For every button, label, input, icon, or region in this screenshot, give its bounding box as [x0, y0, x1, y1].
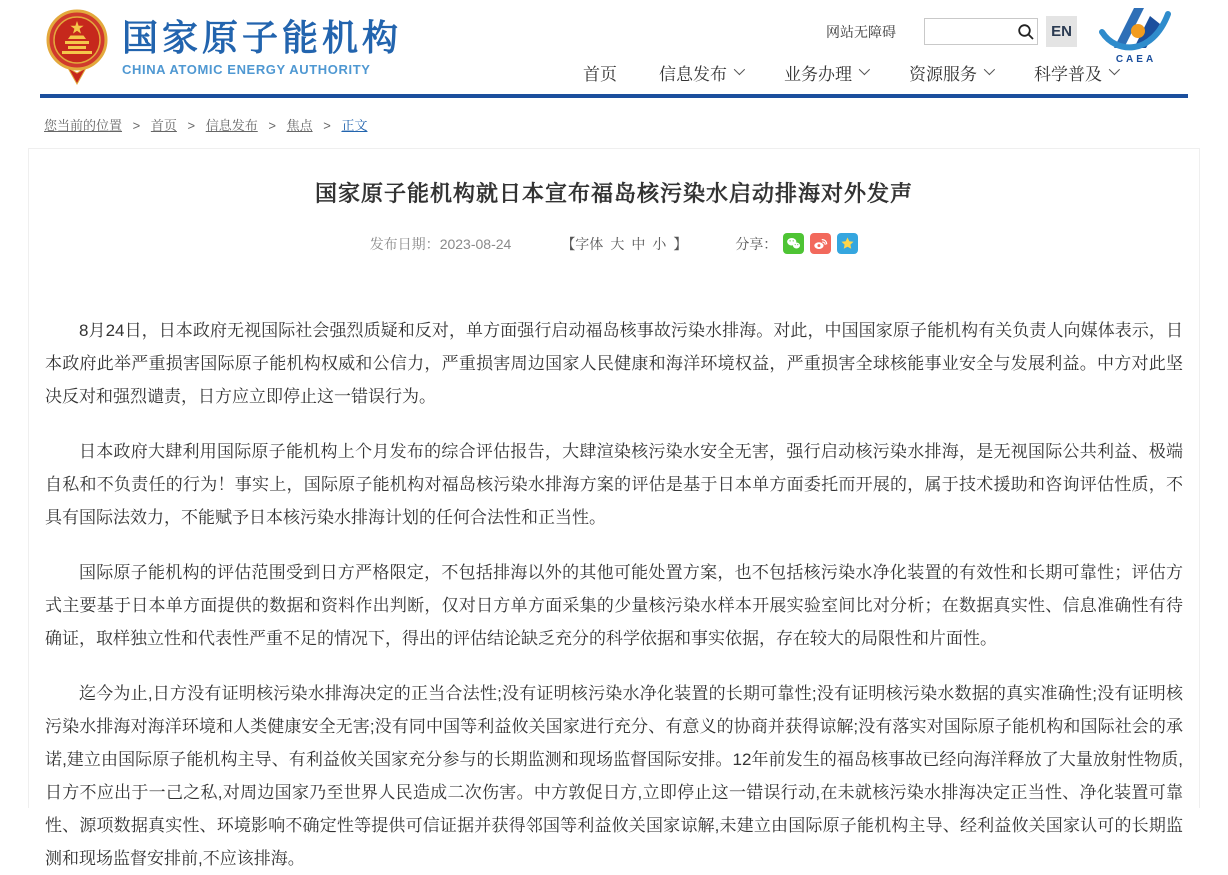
article-paragraph: 日本政府大肆利用国际原子能机构上个月发布的综合评估报告，大肆渲染核污染水安全无害，强行启动核污染水排海，是无视国际公共利益、极端自私和不负责任的行为！事实上，国际原子能机构对福岛核污染水排海方案的评估是基于日本单方面委托而开展的，属于技术援助和咨询评估性质，不具有国际法效力，不能赋予日本核污染水排海计划的任何合法性和正当性。: [45, 442, 1183, 527]
breadcrumb-prefix: 您当前的位置: [44, 118, 123, 133]
nav-item-info-release[interactable]: [659, 60, 742, 85]
font-size-small-button[interactable]: 小: [652, 235, 667, 252]
header-divider-bar: [40, 94, 1188, 98]
article-meta: [43, 233, 1185, 254]
nav-item-resources[interactable]: [909, 60, 992, 85]
article-paragraph: 国际原子能机构的评估范围受到日方严格限定，不包括排海以外的其他可能处置方案，也不包括核污染水净化装置的有效性和长期可靠性；评估方式主要基于日本单方面提供的数据和资料作出判断，仅对日方单方面采集的少量核污染水样本开展实验室间比对分析；在数据真实性、信息准确性有待确证，取样独立性和代表性严重不足的情况下，得出的评估结论缺乏充分的科学依据和事实依据，存在较大的局限性和片面性。: [45, 563, 1183, 648]
breadcrumb-separator: >: [187, 118, 196, 133]
breadcrumb: [44, 115, 1228, 134]
publish-date-label: 发布日期：: [369, 235, 440, 252]
font-size-close: 】: [673, 235, 688, 252]
nav-label: 信息发布: [659, 65, 727, 84]
nav-label: 业务办理: [784, 65, 852, 84]
english-version-button[interactable]: EN: [1046, 16, 1077, 47]
share-qzone-icon[interactable]: [837, 233, 858, 254]
publish-date-value: 2023-08-24: [439, 235, 512, 252]
chevron-down-icon: [984, 64, 995, 75]
site-title-en: CHINA ATOMIC ENERGY AUTHORITY: [122, 61, 371, 77]
page-title: 国家原子能机构就日本宣布福岛核污染水启动排海对外发声: [314, 181, 913, 206]
font-size-control: [561, 234, 687, 254]
nav-label: 资源服务: [909, 65, 977, 84]
breadcrumb-info-release[interactable]: 信息发布: [205, 118, 258, 133]
font-size-open: 【字体: [561, 235, 604, 252]
main-nav: [583, 60, 1117, 85]
nav-item-business[interactable]: [784, 60, 867, 85]
national-emblem-icon: [46, 8, 108, 86]
share-bar: [735, 233, 858, 254]
share-label: 分享：: [735, 235, 778, 252]
font-size-medium-button[interactable]: 中: [631, 235, 646, 252]
nav-item-science[interactable]: [1034, 60, 1117, 85]
chevron-down-icon: [734, 64, 745, 75]
share-weibo-icon[interactable]: [810, 233, 831, 254]
search-icon[interactable]: [1015, 21, 1037, 43]
nav-label: 科学普及: [1034, 65, 1102, 84]
publish-date: [370, 234, 512, 254]
article-container: [28, 148, 1200, 868]
chevron-down-icon: [859, 64, 870, 75]
font-size-large-button[interactable]: 大: [610, 235, 625, 252]
search-input[interactable]: [929, 21, 1015, 42]
breadcrumb-separator: >: [132, 118, 141, 133]
breadcrumb-separator: >: [268, 118, 276, 133]
site-names: [122, 17, 402, 76]
breadcrumb-focus[interactable]: 焦点: [286, 118, 313, 133]
caea-logo-text: CAEA: [1115, 54, 1157, 64]
breadcrumb-current: 正文: [341, 118, 368, 133]
nav-item-home[interactable]: [583, 60, 617, 85]
breadcrumb-separator: >: [323, 118, 331, 133]
breadcrumb-home[interactable]: 首页: [150, 118, 177, 133]
site-logo[interactable]: [46, 8, 402, 86]
article-paragraph: 8月24日，日本政府无视国际社会强烈质疑和反对，单方面强行启动福岛核事故污染水排海。对此，中国国家原子能机构有关负责人向媒体表示，日本政府此举严重损害国际原子能机构权威和公信力，严重损害周边国家人民健康和海洋环境权益，严重损害全球核能事业安全与发展利益。中方对此坚决反对和强烈谴责，日方应立即停止这一错误行为。: [45, 321, 1183, 406]
nav-label: 首页: [583, 65, 617, 84]
site-title-cn: 国家原子能机构: [122, 17, 403, 59]
article-paragraph: 迄今为止,日方没有证明核污染水排海决定的正当合法性;没有证明核污染水净化装置的长期可靠性;没有证明核污染水数据的真实准确性;没有证明核污染水排海对海洋环境和人类健康安全无害;没有同中国等利益攸关国家进行充分、有意义的协商并获得谅解;没有落实对国际原子能机构和国际社会的承诺,建立由国际原子能机构主导、有利益攸关国家充分参与的长期监测和现场监督国际安排。12年前发生的福岛核事故已经向海洋释放了大量放射性物质,日方不应出于一己之私,对周边国家乃至世界人民造成二次伤害。中方敦促日方,立即停止这一错误行动,在未就核污染水排海决定正当性、净化装置可靠性、源项数据真实性、环境影响不确定性等提供可信证据并获得邻国等利益攸关国家谅解,未建立由国际原子能机构主导、经利益攸关国家认可的长期监测和现场监督安排前,不应该排海。: [45, 684, 1183, 868]
share-wechat-icon[interactable]: [783, 233, 804, 254]
accessibility-link[interactable]: 网站无障碍: [826, 23, 896, 40]
header-utility-bar: [826, 16, 1077, 47]
site-header: [0, 0, 1228, 94]
article-body: [43, 314, 1185, 875]
search-box: [924, 18, 1038, 45]
